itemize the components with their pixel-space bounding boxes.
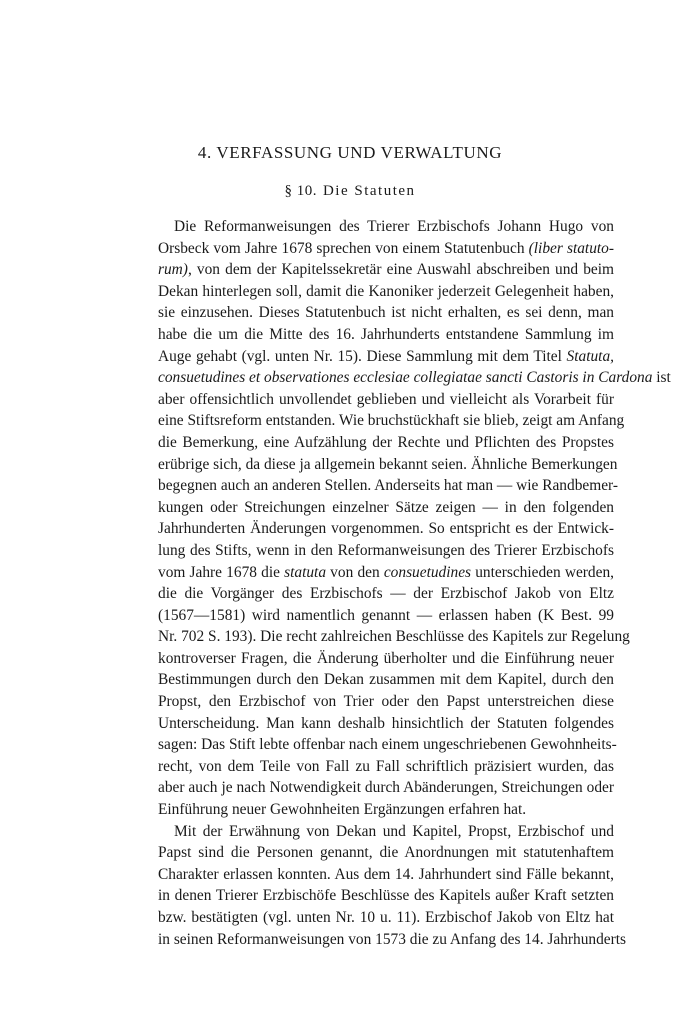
italic-text: statuta [284, 563, 327, 581]
text-segment: kontroverser Fragen, die Änderung überholter und die Einführung neuer [158, 649, 614, 667]
text-line [158, 389, 614, 411]
text-line [158, 432, 614, 454]
text-segment: Mit der Erwähnung von Dekan und Kapitel, Propst, Erzbischof und [174, 822, 614, 840]
text-segment: Jahrhunderten Änderungen vorgenommen. So entspricht es der Entwick- [158, 520, 614, 538]
text-segment: Dekan hinterlegen soll, damit die Kanoniker jederzeit Gelegenheit haben, [158, 282, 614, 300]
text-segment: Charakter erlassen konnten. Aus dem 14. Jahrhundert sind Fälle bekannt, [158, 865, 614, 883]
body-text [158, 216, 671, 950]
text-segment: aber offensichtlich unvollendet geblieben und vielleicht als Vorarbeit für [158, 390, 614, 408]
text-segment: Orsbeck vom Jahre 1678 sprechen von einem Statutenbuch [158, 239, 529, 257]
text-segment: begegnen auch an anderen Stellen. Anderseits hat man — wie Randbemer- [158, 477, 618, 495]
text-segment: Einführung neuer Gewohnheiten Ergänzungen erfahren hat. [158, 801, 527, 819]
chapter-title: 4. VERFASSUNG UND VERWALTUNG [197, 143, 503, 162]
text-line [158, 454, 618, 476]
text-segment: die die Vorgänger des Erzbischofs — der Erzbischof Jakob von Eltz [158, 585, 614, 603]
text-segment: Die Reformanweisungen des Trierer Erzbischofs Johann Hugo von [174, 218, 614, 235]
text-line [158, 605, 614, 627]
text-line [158, 929, 627, 951]
text-line [158, 777, 614, 799]
text-segment: ist [652, 369, 671, 387]
text-line [158, 216, 614, 238]
text-segment: aber auch je nach Notwendigkeit durch Abänderungen, Streichungen oder [158, 779, 614, 797]
text-segment: sie einzusehen. Dieses Statutenbuch ist nicht erhalten, es sei denn, man [158, 304, 614, 322]
text-segment: Bestimmungen durch den Dekan zusammen mit dem Kapitel, durch den [158, 671, 614, 689]
text-line [158, 821, 614, 843]
italic-text: consuetudines [383, 563, 472, 581]
text-segment: , von dem der Kapitelssekretär eine Auswahl abschreiben und beim [187, 261, 614, 279]
text-line [158, 346, 614, 368]
text-line [158, 842, 614, 864]
text-line [158, 518, 614, 540]
text-segment: in seinen Reformanweisungen von 1573 die zu Anfang des 14. Jahrhunderts [158, 930, 627, 948]
text-segment: in denen Trierer Erzbischöfe Beschlüsse des Kapitels außer Kraft setzten [158, 887, 614, 905]
text-line [158, 475, 618, 497]
text-line [158, 734, 617, 756]
text-segment: Propst, den Erzbischof von Trier oder den Papst unterstreichen diese [158, 693, 614, 711]
text-segment: habe die um die Mitte des 16. Jahrhunderts entstandene Sammlung im [158, 325, 614, 343]
text-line [158, 885, 614, 907]
text-segment: bzw. bestätigten (vgl. unten Nr. 10 u. 11). Erzbischof Jakob von Eltz hat [158, 909, 614, 926]
text-segment: sagen: Das Stift lebte offenbar nach einem ungeschriebenen Gewohnheits- [158, 736, 617, 754]
text-line [158, 583, 614, 605]
italic-text: (liber statuto- [528, 239, 615, 257]
text-segment: Nr. 702 S. 193). Die recht zahlreichen Beschlüsse des Kapitels zur Regelung [158, 628, 630, 646]
text-segment: unterschieden werden, [471, 563, 614, 581]
text-segment: Unterscheidung. Man kann deshalb hinsichtlich der Statuten folgendes [158, 714, 614, 732]
text-segment: lung des Stifts, wenn in den Reformanweisungen des Trierer Erzbischofs [158, 541, 614, 559]
text-line [158, 540, 614, 562]
text-segment: von den [326, 563, 384, 581]
text-segment: Papst sind die Personen genannt, die Anordnungen mit statutenhaftem [158, 844, 614, 862]
paragraph [158, 821, 627, 951]
section-heading [0, 181, 700, 201]
text-segment: (1567—1581) wird namentlich genannt — erlassen haben (K Best. 99 [158, 606, 614, 624]
text-line [158, 259, 614, 281]
text-segment: die Bemerkung, eine Aufzählung der Rechte und Pflichten des Propstes [158, 433, 614, 451]
text-line [158, 562, 614, 584]
text-line [158, 324, 614, 346]
text-segment: erübrige sich, da diese ja allgemein bekannt seien. Ähnliche Bemerkungen [158, 455, 618, 473]
text-line [158, 691, 614, 713]
text-line [158, 648, 614, 670]
text-segment: Auge gehabt (vgl. unten Nr. 15). Diese Sammlung mit dem Titel [158, 347, 567, 365]
text-segment: kungen oder Streichungen einzelner Sätze zeigen — in den folgenden [158, 498, 614, 516]
text-line [158, 756, 614, 778]
text-line [158, 281, 614, 303]
text-line [158, 713, 614, 735]
text-line [158, 626, 630, 648]
text-line [158, 669, 614, 691]
text-line [158, 367, 671, 389]
text-segment: vom Jahre 1678 die [158, 563, 285, 581]
text-segment: recht, von dem Teile von Fall zu Fall schriftlich präzisiert wurden, das [158, 757, 614, 775]
text-line [158, 238, 614, 260]
italic-text: rum) [158, 261, 188, 279]
section-title: Die Statuten [322, 183, 416, 199]
text-line [158, 497, 614, 519]
text-segment: eine Stiftsreform entstanden. Wie bruchstückhaft sie blieb, zeigt am Anfang [158, 412, 625, 430]
paragraph [158, 216, 671, 821]
italic-text: consuetudines et observationes ecclesiae collegiatae sancti Castoris in Cardona [158, 369, 653, 387]
text-line [158, 907, 614, 929]
text-line [158, 302, 614, 324]
section-number: § 10. [284, 183, 317, 199]
italic-text: Statuta, [566, 347, 614, 365]
text-line [158, 799, 614, 821]
text-line [158, 864, 614, 886]
text-line [158, 410, 625, 432]
